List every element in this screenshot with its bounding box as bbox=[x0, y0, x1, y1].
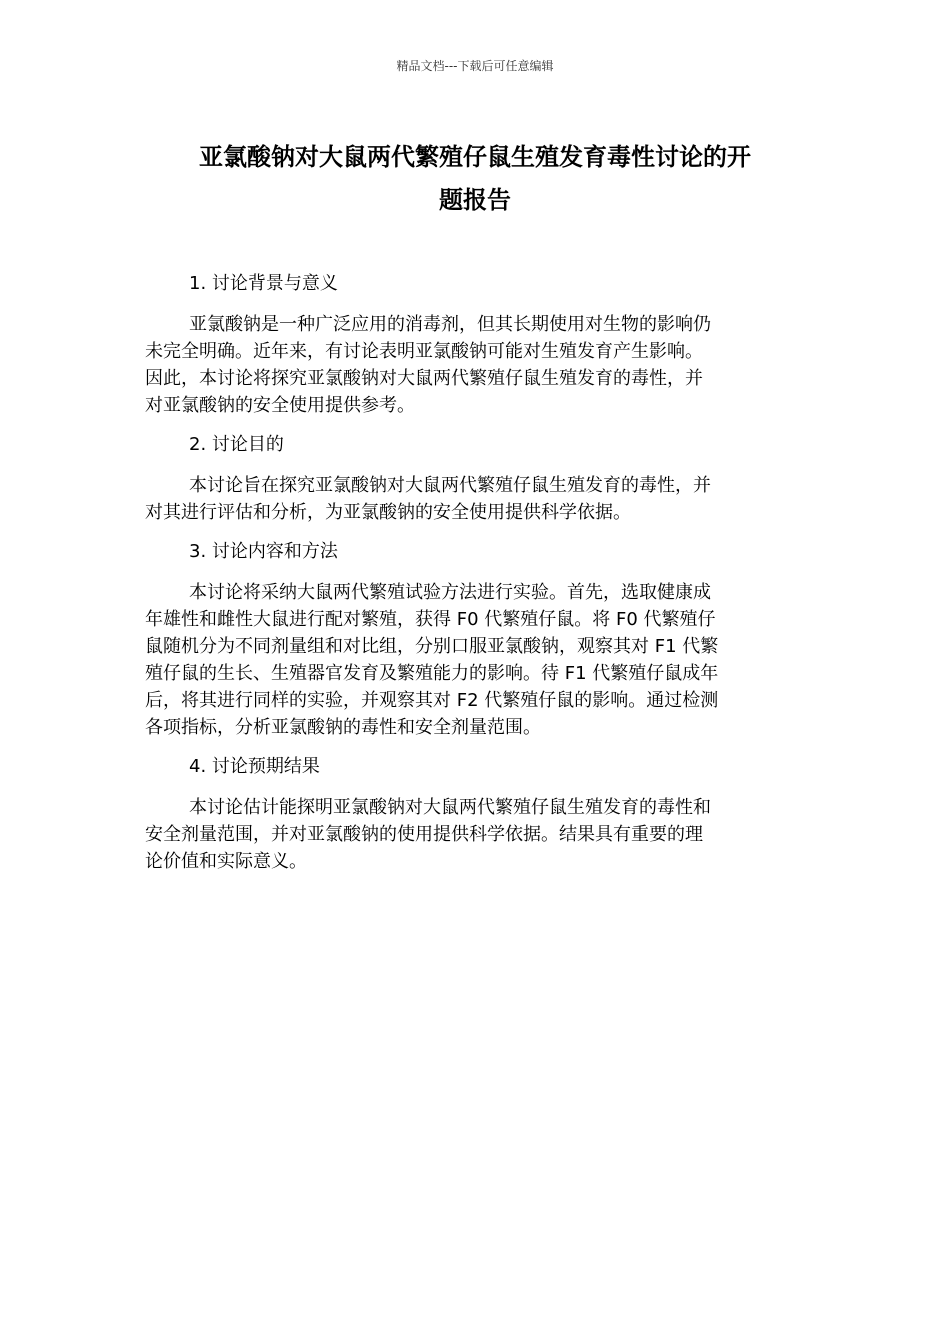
paragraph-line: 本讨论将采纳大鼠两代繁殖试验方法进行实验。首先，选取健康成 bbox=[189, 582, 711, 603]
paragraph-line: 年雄性和雌性大鼠进行配对繁殖，获得 F0 代繁殖仔鼠。将 F0 代繁殖仔 bbox=[145, 609, 716, 630]
title-line-1: 亚氯酸钠对大鼠两代繁殖仔鼠生殖发育毒性讨论的开 bbox=[199, 143, 751, 171]
section-paragraph-methods bbox=[145, 579, 805, 741]
paragraph-line: 对其进行评估和分析，为亚氯酸钠的安全使用提供科学依据。 bbox=[145, 502, 631, 523]
paragraph-line: 未完全明确。近年来，有讨论表明亚氯酸钠可能对生殖发育产生影响。 bbox=[145, 341, 703, 362]
header-note: 精品文档---下载后可任意编辑 bbox=[396, 59, 554, 73]
document-title bbox=[120, 136, 830, 222]
section-heading-methods: 3. 讨论内容和方法 bbox=[189, 541, 338, 562]
section-heading-expected-results: 4. 讨论预期结果 bbox=[189, 756, 320, 777]
title-line-2: 题报告 bbox=[439, 186, 511, 214]
section-paragraph-expected-results bbox=[145, 794, 805, 875]
paragraph-line: 安全剂量范围，并对亚氯酸钠的使用提供科学依据。结果具有重要的理 bbox=[145, 824, 703, 845]
paragraph-line: 后，将其进行同样的实验，并观察其对 F2 代繁殖仔鼠的影响。通过检测 bbox=[145, 690, 719, 711]
paragraph-line: 本讨论旨在探究亚氯酸钠对大鼠两代繁殖仔鼠生殖发育的毒性，并 bbox=[189, 475, 711, 496]
paragraph-line: 鼠随机分为不同剂量组和对比组，分别口服亚氯酸钠，观察其对 F1 代繁 bbox=[145, 636, 719, 657]
section-heading-background: 1. 讨论背景与意义 bbox=[189, 273, 338, 294]
paragraph-line: 本讨论估计能探明亚氯酸钠对大鼠两代繁殖仔鼠生殖发育的毒性和 bbox=[189, 797, 711, 818]
paragraph-line: 对亚氯酸钠的安全使用提供参考。 bbox=[145, 395, 415, 416]
section-paragraph-background bbox=[145, 311, 805, 419]
section-heading-purpose: 2. 讨论目的 bbox=[189, 434, 284, 455]
paragraph-line: 亚氯酸钠是一种广泛应用的消毒剂，但其长期使用对生物的影响仍 bbox=[189, 314, 711, 335]
paragraph-line: 殖仔鼠的生长、生殖器官发育及繁殖能力的影响。待 F1 代繁殖仔鼠成年 bbox=[145, 663, 719, 684]
paragraph-line: 各项指标，分析亚氯酸钠的毒性和安全剂量范围。 bbox=[145, 717, 541, 738]
section-paragraph-purpose bbox=[145, 472, 805, 526]
paragraph-line: 论价值和实际意义。 bbox=[145, 851, 307, 872]
paragraph-line: 因此，本讨论将探究亚氯酸钠对大鼠两代繁殖仔鼠生殖发育的毒性，并 bbox=[145, 368, 703, 389]
document-body bbox=[145, 270, 805, 887]
